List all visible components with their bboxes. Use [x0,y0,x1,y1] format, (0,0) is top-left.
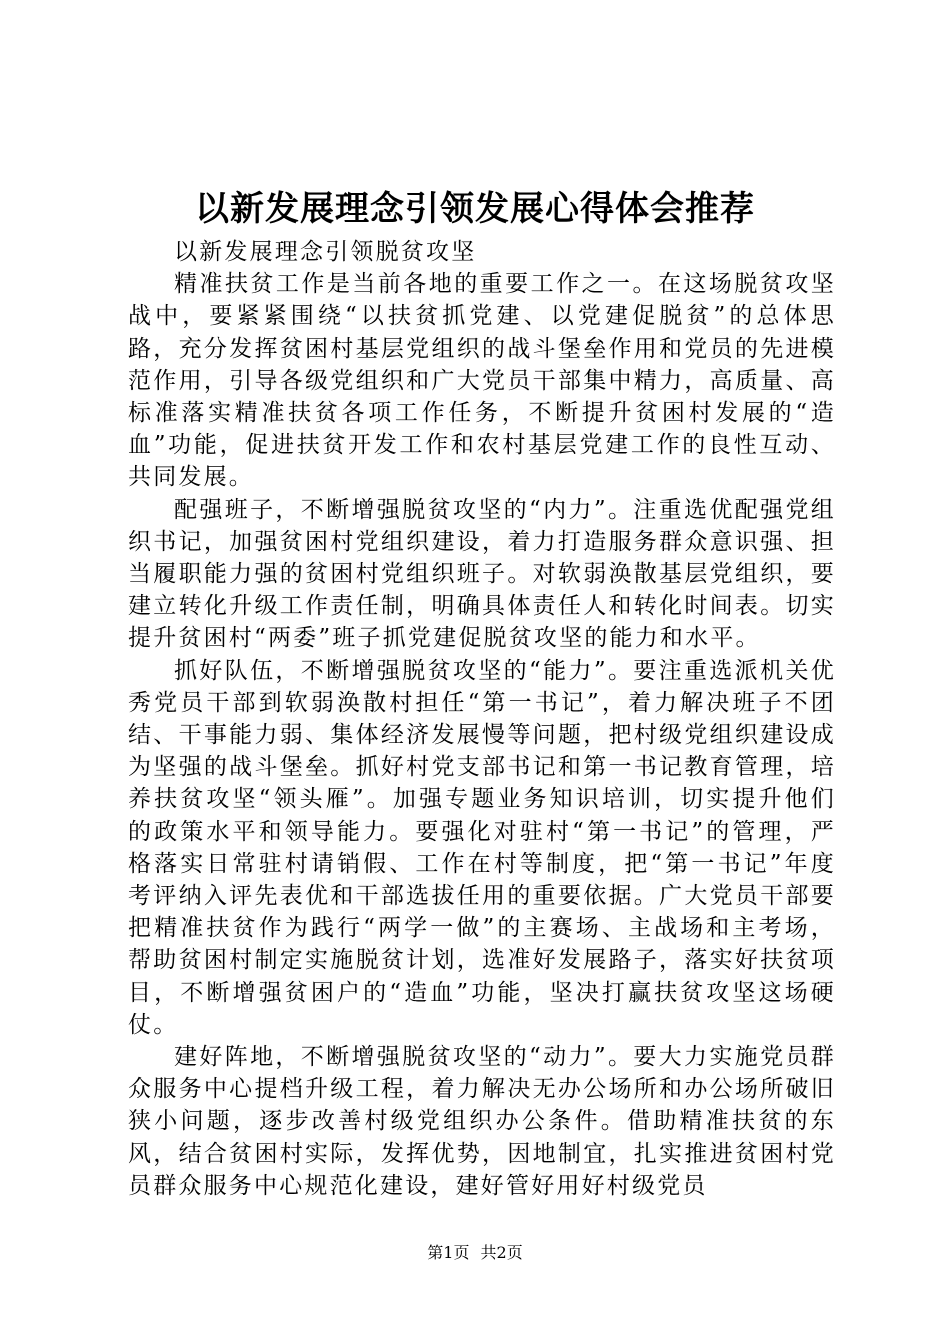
body-paragraph: 精准扶贫工作是当前各地的重要工作之一。在这场脱贫攻坚战中，要紧紧围绕“以扶贫抓党建、以党建促脱贫”的总体思路，充分发挥贫困村基层党组织的战斗堡垒作用和党员的先进模范作用，引导各级党组织和广大党员干部集中精力，高质量、高标准落实精准扶贫各项工作任务，不断提升贫困村发展的“造血”功能，促进扶贫开发工作和农村基层党建工作的良性互动、共同发展。 [128,271,836,491]
page-footer [0,1242,950,1264]
body-paragraph: 建好阵地，不断增强脱贫攻坚的“动力”。要大力实施党员群众服务中心提档升级工程，着力解决无办公场所和办公场所破旧狭小问题，逐步改善村级党组织办公条件。借助精准扶贫的东风，结合贫困村实际，发挥优势，因地制宜，扎实推进贫困村党员群众服务中心规范化建设，建好管好用好村级党员 [128,1044,836,1199]
page-number: 第1页 [427,1243,470,1262]
body-paragraph: 抓好队伍，不断增强脱贫攻坚的“能力”。要注重选派机关优秀党员干部到软弱涣散村担任“第一书记”，着力解决班子不团结、干事能力弱、集体经济发展慢等问题，把村级党组织建设成为坚强的战斗堡垒。抓好村党支部书记和第一书记教育管理，培养扶贫攻坚“领头雁”。加强专题业务知识培训，切实提升他们的政策水平和领导能力。要强化对驻村“第一书记”的管理，严格落实日常驻村请销假、工作在村等制度，把“第一书记”年度考评纳入评先表优和干部选拔任用的重要依据。广大党员干部要把精准扶贫作为践行“两学一做”的主赛场、主战场和主考场，帮助贫困村制定实施脱贫计划，选准好发展路子，落实好扶贫项目，不断增强贫困户的“造血”功能，坚决打赢扶贫攻坚这场硬仗。 [128,657,836,1038]
document-body [128,236,836,1202]
page-total: 共2页 [480,1243,523,1262]
body-paragraph: 配强班子，不断增强脱贫攻坚的“内力”。注重选优配强党组织书记，加强贫困村党组织建设，着力打造服务群众意识强、担当履职能力强的贫困村党组织班子。对软弱涣散基层党组织，要建立转化升级工作责任制，明确具体责任人和转化时间表。切实提升贫困村“两委”班子抓党建促脱贫攻坚的能力和水平。 [128,496,836,652]
subtitle-paragraph: 以新发展理念引领脱贫攻坚 [174,239,477,265]
document-title: 以新发展理念引领发展心得体会推荐 [195,189,755,229]
